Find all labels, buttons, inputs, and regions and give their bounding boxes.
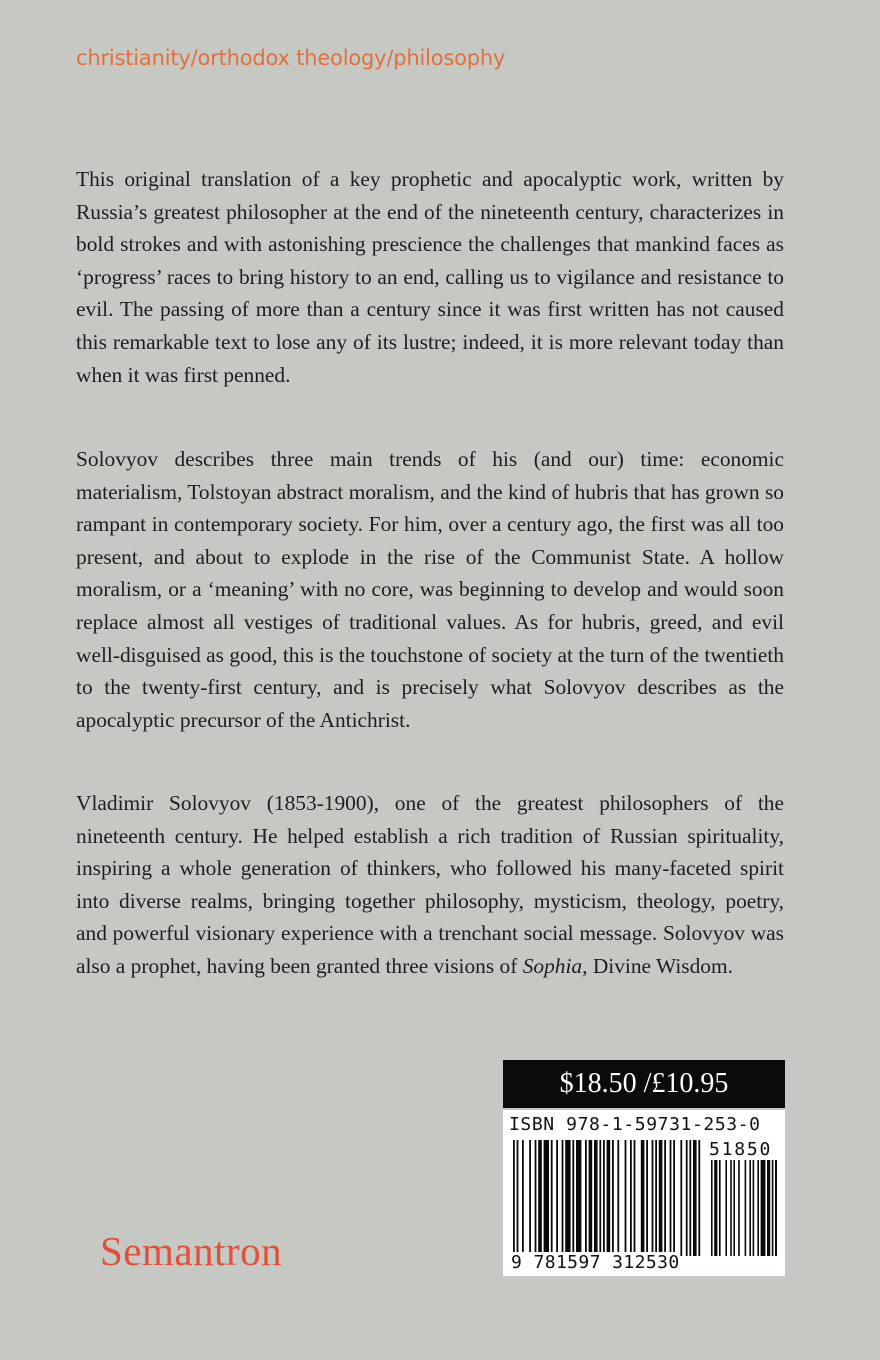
barcode-bar bbox=[761, 1160, 766, 1256]
barcode-bar bbox=[517, 1140, 519, 1256]
barcode-bar bbox=[659, 1140, 663, 1256]
barcode-bar bbox=[513, 1140, 515, 1256]
barcode-bar bbox=[686, 1140, 688, 1256]
barcode-bar bbox=[775, 1160, 777, 1256]
barcode-bar bbox=[711, 1160, 713, 1256]
barcode-bar bbox=[589, 1140, 593, 1256]
barcode-bar bbox=[733, 1160, 735, 1256]
barcode-bar bbox=[562, 1140, 564, 1256]
barcode-bar bbox=[745, 1160, 747, 1256]
barcode-bar bbox=[529, 1140, 531, 1256]
barcode-bar bbox=[585, 1140, 587, 1256]
isbn-text: ISBN 978-1-59731-253-0 bbox=[509, 1114, 761, 1135]
barcode-bar bbox=[617, 1140, 619, 1256]
barcode-bar bbox=[714, 1160, 717, 1256]
barcode-bar bbox=[612, 1140, 614, 1256]
author-bio-text: Vladimir Solovyov (1853-1900), one of the greatest philosophers of the nineteenth century. He helped establish a rich tradition of Russian spirituality, inspiring a whole generation of thinkers, who followed his many-faceted spirit into diverse realms, bringing together philosophy, mysticism, theology, poetry, and powerful visionary experience with a trenchant social message. Solovyov was also a prophet, having been granted three visions of bbox=[76, 791, 784, 978]
barcode-bar bbox=[572, 1140, 574, 1256]
barcode-bar bbox=[625, 1140, 627, 1256]
themes-paragraph: Solovyov describes three main trends of his (and our) time: economic materialism, Tolstoyan abstract moralism, and the kind of hubris that has grown so rampant in contemporary society. For him, over a century ago, the first was all too present, and about to explode in the rise of the Communist State. A hollow moralism, or a ‘meaning’ with no core, was beginning to develop and would soon replace almost all vestiges of traditional values. As for hubris, greed, and evil well-disguised as good, this is the touchstone of society at the turn of the twentieth to the twenty-first century, and is precisely what Solovyov describes as the apocalyptic precursor of the Antichrist. bbox=[76, 447, 784, 732]
price-box bbox=[503, 1060, 785, 1108]
barcode-bar bbox=[738, 1160, 740, 1256]
barcode-bar bbox=[772, 1160, 774, 1256]
barcode-bar bbox=[670, 1140, 672, 1256]
barcode-bar bbox=[641, 1140, 645, 1256]
barcode-bar bbox=[594, 1140, 598, 1256]
barcode-addon-icon bbox=[711, 1160, 777, 1256]
barcode-bar bbox=[634, 1140, 636, 1256]
barcode-addon-text: 51850 bbox=[709, 1139, 773, 1160]
barcode-bar bbox=[551, 1140, 553, 1256]
barcode-bar bbox=[522, 1140, 524, 1256]
barcode-bar bbox=[757, 1160, 759, 1256]
barcode-bar bbox=[535, 1140, 537, 1256]
barcode-bar bbox=[576, 1140, 581, 1256]
barcode-bar bbox=[556, 1140, 558, 1256]
barcode-bar bbox=[693, 1140, 697, 1256]
barcode-bar bbox=[689, 1140, 691, 1256]
barcode-bar bbox=[725, 1160, 727, 1256]
barcode-bar bbox=[730, 1160, 732, 1256]
barcode-digits: 9 781597 312530 bbox=[511, 1252, 680, 1273]
barcode-bar bbox=[655, 1140, 657, 1256]
barcode-bar bbox=[753, 1160, 755, 1256]
barcode-bar bbox=[565, 1140, 570, 1256]
price-label: $18.50 /£10.95 bbox=[559, 1068, 729, 1099]
barcode-main-icon bbox=[513, 1140, 701, 1256]
category-label: christianity/orthodox theology/philosophy bbox=[76, 46, 506, 70]
barcode-bar bbox=[767, 1160, 770, 1256]
barcode-bar bbox=[538, 1140, 542, 1256]
barcode-bar bbox=[544, 1140, 549, 1256]
barcode-bar bbox=[646, 1140, 648, 1256]
barcode-bar bbox=[664, 1140, 666, 1256]
sophia-italic: Sophia bbox=[522, 953, 583, 978]
barcode-bar bbox=[673, 1140, 675, 1256]
author-bio-end: , Divine Wisdom. bbox=[582, 953, 733, 978]
barcode-bar bbox=[749, 1160, 751, 1256]
author-bio-paragraph bbox=[76, 787, 784, 983]
barcode-bar bbox=[652, 1140, 654, 1256]
barcode-bar bbox=[599, 1140, 601, 1256]
publisher-logo: Semantron bbox=[100, 1228, 283, 1274]
barcode-bar bbox=[630, 1140, 632, 1256]
barcode-panel bbox=[503, 1110, 785, 1276]
barcode-bar bbox=[719, 1160, 721, 1256]
description-paragraph: This original translation of a key prophetic and apocalyptic work, written by Russia’s greatest philosopher at the end of the nineteenth century, characterizes in bold strokes and with astonishing prescience the challenges that mankind faces as ‘progress’ races to bring history to an end, calling us to vigilance and resistance to evil. The passing of more than a century since it was first written has not caused this remarkable text to lose any of its lustre; indeed, it is more relevant today than when it was first penned. bbox=[76, 167, 784, 387]
barcode-bar bbox=[607, 1140, 611, 1256]
barcode-bar bbox=[698, 1140, 700, 1256]
barcode-bar bbox=[603, 1140, 605, 1256]
barcode-bar bbox=[680, 1140, 682, 1256]
